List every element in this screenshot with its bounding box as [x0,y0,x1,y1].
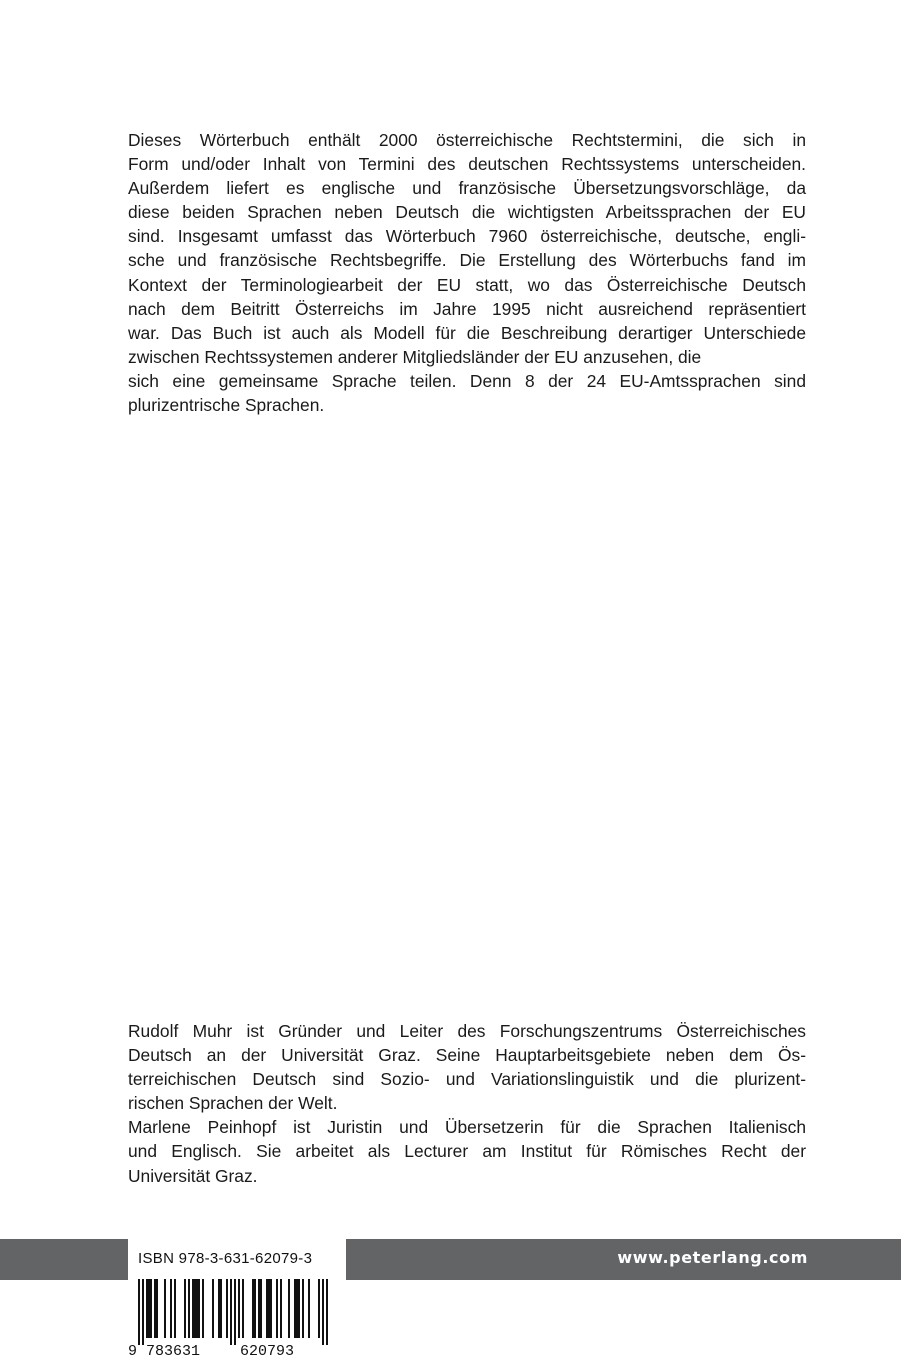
blurb-line: Dieses Wörterbuch enthält 2000 österreichische Rechtstermini, die sich in [128,130,806,150]
barcode-bar [266,1279,268,1338]
barcode-bar [258,1279,260,1338]
barcode-bar [318,1279,320,1338]
barcode-bar [270,1279,272,1338]
barcode-bar [268,1279,270,1338]
blurb-line: sind. Insgesamt umfasst das Wörterbuch 7960 österreichische, deutsche, engli- [128,226,806,247]
blurb-line: war. Das Buch ist auch als Modell für die Beschreibung derartiger Unterschiede [128,322,806,343]
barcode-bar [254,1279,256,1338]
blurb-line: Form und/oder Inhalt von Termini des deutschen Rechtssystems unterscheiden. [128,154,806,175]
barcode [128,1279,346,1360]
bio-line: Rudolf Muhr ist Gründer und Leiter des Forschungszentrums Österreichisches [128,1021,806,1041]
barcode-bar [242,1279,244,1338]
barcode-bar [174,1279,176,1338]
bio-line: Deutsch an der Universität Graz. Seine Hauptarbeitsgebiete neben dem Ös- [128,1045,806,1066]
barcode-bar [196,1279,198,1338]
barcode-digits: 9 [128,1343,138,1360]
barcode-bar [276,1279,278,1338]
barcode-bar [260,1279,262,1338]
barcode-bar [188,1279,190,1338]
barcode-bar [220,1279,222,1338]
barcode-bar [280,1279,282,1338]
publisher-website: www.peterlang.com [617,1248,808,1267]
blurb-line: sich eine gemeinsame Sprache teilen. Denn 8 der 24 EU-Amtssprachen sind [128,370,806,391]
bio-line: rischen Sprachen der Welt. [128,1093,338,1114]
blurb-line: sche und französische Rechtsbegriffe. Die Erstellung des Wörterbuchs fand im [128,250,806,271]
blurb-line: Außerdem liefert es englische und französische Übersetzungsvorschläge, da [128,178,806,199]
barcode-bar [298,1279,300,1338]
blurb-line: diese beiden Sprachen neben Deutsch die wichtigsten Arbeitssprachen der EU [128,202,806,223]
isbn-barcode-box [128,1239,346,1360]
barcode-bar [148,1279,150,1338]
barcode-bar [296,1279,298,1338]
barcode-bar [302,1279,304,1338]
blurb-line: zwischen Rechtssystemen anderer Mitgliedsländer der EU anzusehen, die [128,346,702,367]
barcode-bar [164,1279,166,1338]
barcode-digits: 620793 [240,1343,295,1360]
barcode-bar [322,1279,324,1345]
barcode-bar [226,1279,228,1338]
barcode-bar [212,1279,214,1338]
barcode-bar [202,1279,204,1338]
barcode-digits: 783631 [146,1343,201,1360]
barcode-bar [194,1279,196,1338]
barcode-bar [146,1279,148,1338]
barcode-bar [150,1279,152,1338]
isbn-label: ISBN 978-3-631-62079-3 [138,1250,313,1267]
barcode-bar [192,1279,194,1338]
barcode-bar [142,1279,144,1345]
barcode-bar [184,1279,186,1338]
back-cover-blurb [128,128,806,417]
blurb-line: Kontext der Terminologiearbeit der EU statt, wo das Österreichische Deutsch [128,274,806,295]
barcode-bar [252,1279,254,1338]
barcode-bar [308,1279,310,1338]
barcode-bar [170,1279,172,1338]
bio-line: und Englisch. Sie arbeitet als Lecturer am Institut für Römisches Recht der [128,1141,806,1162]
barcode-bar [218,1279,220,1338]
barcode-bar [234,1279,236,1345]
blurb-line: plurizentrische Sprachen. [128,395,325,416]
blurb-line: nach dem Beitritt Österreichs im Jahre 1995 nicht ausreichend repräsentiert [128,298,806,319]
author-bio [128,1019,806,1188]
barcode-bar [288,1279,290,1338]
bio-line: terreichischen Deutsch sind Sozio- und Variationslinguistik und die plurizent- [128,1069,806,1090]
barcode-bar [154,1279,156,1338]
barcode-bar [326,1279,328,1345]
barcode-bar [198,1279,200,1338]
barcode-bar [294,1279,296,1338]
barcode-bar [238,1279,240,1338]
barcode-bar [156,1279,158,1338]
bio-line: Marlene Peinhopf ist Juristin und Übersetzerin für die Sprachen Italienisch [128,1117,806,1138]
bio-line: Universität Graz. [128,1165,258,1186]
barcode-bar [138,1279,140,1345]
barcode-bar [230,1279,232,1345]
